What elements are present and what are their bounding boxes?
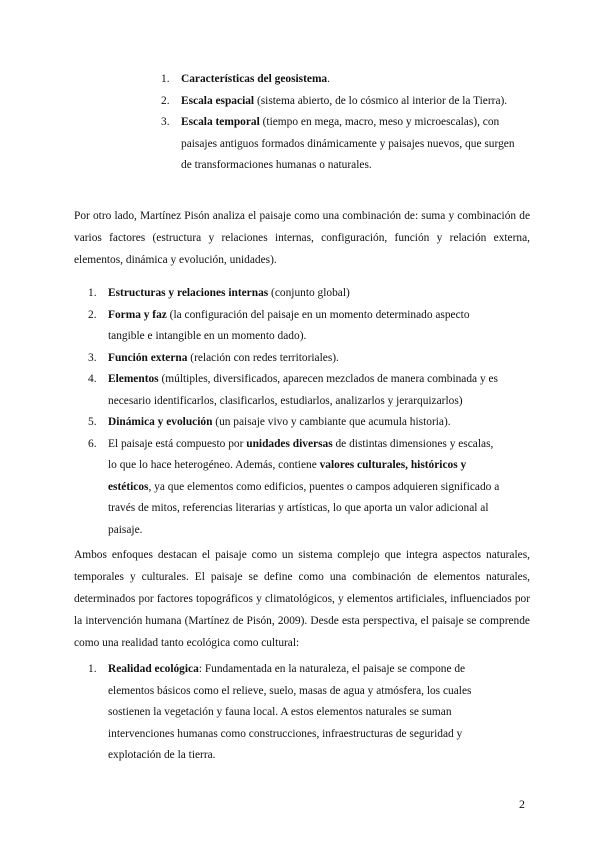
- page-number: 2: [519, 797, 525, 811]
- list-item: [161, 91, 521, 113]
- list-item-text: (un paisaje vivo y cambiante que acumula historia).: [212, 416, 451, 428]
- list-item-heading: Realidad ecológica: [108, 663, 199, 675]
- list-item-heading: Escala espacial: [181, 94, 255, 107]
- geosystem-list: [161, 69, 521, 177]
- list-number: 1.: [88, 287, 97, 299]
- list-item-emphasis: unidades diversas: [246, 437, 333, 450]
- list-item: [88, 348, 500, 370]
- list-item-heading: Estructuras y relaciones internas: [108, 287, 269, 299]
- list-number: 6.: [88, 437, 97, 450]
- list-item: [88, 659, 496, 767]
- list-item-text: (la configuración del paisaje en un momento determinado aspecto tangible e intangible en un momento dado).: [108, 308, 470, 342]
- list-item-heading: Dinámica y evolución: [108, 416, 213, 428]
- list-item-heading: Elementos: [108, 373, 159, 385]
- list-item-text: (tiempo en mega, macro, meso y microescalas), con paisajes antiguos formados dinámicamente y paisajes nuevos, que surgen de transformaciones humanas o naturales.: [181, 116, 515, 171]
- list-item-text: El paisaje está compuesto por: [108, 437, 247, 450]
- list-item-text: de distintas dimensiones y escalas, lo que lo hace heterogéneo. Además, contiene: [108, 437, 494, 471]
- list-item-text: : Fundamentada en la naturaleza, el paisaje se compone de elementos básicos como el relieve, suelo, masas de agua y atmósfera, los cuales sostienen la vegetación y fauna local. A estos elementos naturales se suman intervenciones humanas como construcciones, infraestructuras de seguridad y explotación de la tierra.: [108, 663, 472, 761]
- list-number: 5.: [88, 416, 97, 428]
- paragraph-pison: Por otro lado, Martínez Pisón analiza el paisaje como una combinación de: suma y combinación de varios factores (estructura y relaciones internas, configuración, función y relación externa, elementos, dinámica y evolución, unidades).: [74, 210, 530, 266]
- list-item: [88, 283, 500, 305]
- list-item-heading: Características del geosistema: [181, 73, 328, 85]
- list-item-text: .: [327, 73, 330, 85]
- list-item: [88, 434, 500, 542]
- reality-list: [88, 659, 496, 767]
- list-item: [88, 369, 500, 412]
- list-number: 2.: [88, 308, 97, 321]
- factors-list: [88, 283, 500, 541]
- list-item-text: (conjunto global): [268, 287, 350, 299]
- list-item-text: (relación con redes territoriales).: [187, 351, 339, 364]
- list-number: 1.: [161, 73, 170, 85]
- list-number: 3.: [88, 351, 97, 364]
- list-item: [161, 112, 521, 177]
- list-number: 2.: [161, 94, 170, 107]
- list-item-heading: Forma y faz: [108, 308, 167, 321]
- list-item-heading: Función externa: [108, 351, 188, 364]
- list-item-emphasis: valores culturales, históricos y estéticos: [108, 459, 467, 493]
- list-number: 3.: [161, 116, 170, 128]
- list-item-text: (múltiples, diversificados, aparecen mezclados de manera combinada y es necesario identificarlos, clasificarlos, estudiarlos, analizarlos y jerarquizarlos): [108, 373, 498, 407]
- list-item-text: , ya que elementos como edificios, puentes o campos adquieren significado a través de mitos, referencias literarias y artísticas, lo que aporta un valor adicional al paisaje.: [108, 480, 500, 536]
- list-number: 1.: [88, 663, 97, 675]
- list-item-heading: Escala temporal: [181, 116, 260, 128]
- list-item-text: (sistema abierto, de lo cósmico al interior de la Tierra).: [254, 94, 508, 107]
- paragraph-approaches: Ambos enfoques destacan el paisaje como un sistema complejo que integra aspectos naturales, temporales y culturales. El paisaje se define como una combinación de elementos naturales, determinados por factores topográficos y climatológicos, y elementos artificiales, influenciados por la intervención humana (Martínez de Pisón, 2009). Desde esta perspectiva, el paisaje se comprende como una realidad tanto ecológica como cultural:: [74, 549, 530, 649]
- list-item: [161, 69, 521, 91]
- list-item: [88, 305, 500, 348]
- list-number: 4.: [88, 373, 97, 385]
- list-item: [88, 412, 500, 434]
